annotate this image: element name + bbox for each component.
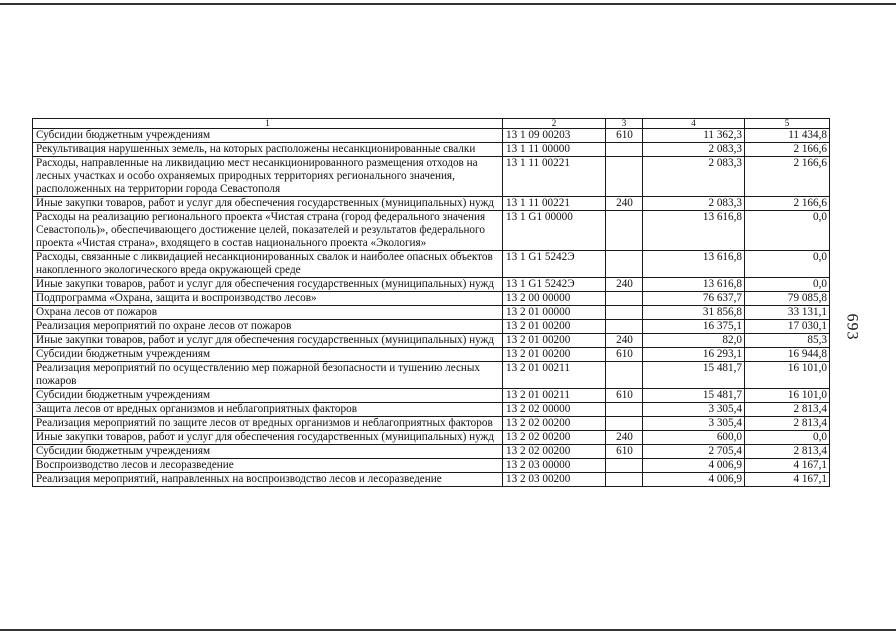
row-amount-col5-cell: 0,0 [745,278,830,292]
table-row [33,459,830,473]
table-row [33,157,830,197]
row-amount-col4-cell: 11 362,3 [643,129,745,143]
row-code-cell: 13 1 G1 00000 [503,211,606,251]
row-code-cell: 13 2 02 00200 [503,431,606,445]
row-type-cell [606,211,643,251]
row-name-cell: Реализация мероприятий, направленных на воспроизводство лесов и лесоразведение [33,473,503,487]
row-amount-col4-cell: 15 481,7 [643,362,745,389]
table-row [33,473,830,487]
row-name-cell: Воспроизводство лесов и лесоразведение [33,459,503,473]
budget-table [32,118,830,487]
row-amount-col4-cell: 16 293,1 [643,348,745,362]
row-code-cell: 13 2 01 00200 [503,348,606,362]
table-row [33,320,830,334]
row-name-cell: Защита лесов от вредных организмов и неблагоприятных факторов [33,403,503,417]
row-code-cell: 13 2 01 00200 [503,320,606,334]
table-row [33,445,830,459]
bottom-scan-border [0,629,896,631]
row-amount-col4-cell: 13 616,8 [643,251,745,278]
row-amount-col5-cell: 2 813,4 [745,445,830,459]
row-type-cell: 610 [606,445,643,459]
row-code-cell: 13 2 03 00000 [503,459,606,473]
row-amount-col4-cell: 82,0 [643,334,745,348]
row-type-cell [606,157,643,197]
table-row [33,431,830,445]
row-type-cell: 240 [606,278,643,292]
table-row [33,362,830,389]
page-number: 693 [843,313,861,341]
row-name-cell: Расходы, направленные на ликвидацию мест несанкционированного размещения отходов на лесных участках и особо охраняемых природных территориях регионального значения, расположенных на территории города Севастополя [33,157,503,197]
row-amount-col4-cell: 3 305,4 [643,417,745,431]
row-type-cell: 610 [606,389,643,403]
row-name-cell: Иные закупки товаров, работ и услуг для обеспечения государственных (муниципальных) нужд [33,431,503,445]
row-code-cell: 13 2 02 00000 [503,403,606,417]
table-row [33,251,830,278]
row-amount-col5-cell: 2 813,4 [745,403,830,417]
row-type-cell [606,417,643,431]
row-type-cell: 240 [606,197,643,211]
row-code-cell: 13 1 09 00203 [503,129,606,143]
row-name-cell: Субсидии бюджетным учреждениям [33,129,503,143]
row-type-cell [606,459,643,473]
row-amount-col5-cell: 33 131,1 [745,306,830,320]
row-code-cell: 13 2 01 00211 [503,389,606,403]
row-name-cell: Субсидии бюджетным учреждениям [33,445,503,459]
row-amount-col4-cell: 4 006,9 [643,473,745,487]
table-row [33,403,830,417]
row-name-cell: Реализация мероприятий по охране лесов от пожаров [33,320,503,334]
row-type-cell [606,143,643,157]
row-amount-col5-cell: 2 166,6 [745,143,830,157]
row-type-cell: 610 [606,129,643,143]
row-code-cell: 13 1 G1 5242Э [503,251,606,278]
table-row [33,417,830,431]
row-amount-col4-cell: 76 637,7 [643,292,745,306]
table-row [33,306,830,320]
top-scan-border [0,3,896,5]
row-name-cell: Охрана лесов от пожаров [33,306,503,320]
row-amount-col4-cell: 2 083,3 [643,197,745,211]
row-code-cell: 13 1 G1 5242Э [503,278,606,292]
row-amount-col5-cell: 17 030,1 [745,320,830,334]
row-name-cell: Подпрограмма «Охрана, защита и воспроизводство лесов» [33,292,503,306]
row-amount-col4-cell: 2 705,4 [643,445,745,459]
row-amount-col4-cell: 16 375,1 [643,320,745,334]
row-type-cell: 240 [606,334,643,348]
row-code-cell: 13 2 01 00211 [503,362,606,389]
row-code-cell: 13 1 11 00221 [503,197,606,211]
row-amount-col4-cell: 2 083,3 [643,157,745,197]
row-amount-col4-cell: 15 481,7 [643,389,745,403]
row-amount-col4-cell: 13 616,8 [643,211,745,251]
header-col-4: 4 [643,119,745,129]
row-amount-col5-cell: 2 813,4 [745,417,830,431]
row-code-cell: 13 2 03 00200 [503,473,606,487]
row-type-cell [606,292,643,306]
row-amount-col5-cell: 2 166,6 [745,157,830,197]
row-amount-col5-cell: 0,0 [745,431,830,445]
row-type-cell [606,306,643,320]
column-number-header [33,119,830,129]
row-type-cell [606,251,643,278]
row-name-cell: Иные закупки товаров, работ и услуг для обеспечения государственных (муниципальных) нужд [33,278,503,292]
row-name-cell: Реализация мероприятий по осуществлению мер пожарной безопасности и тушению лесных пожаров [33,362,503,389]
row-code-cell: 13 2 02 00200 [503,445,606,459]
row-amount-col5-cell: 79 085,8 [745,292,830,306]
header-col-3: 3 [606,119,643,129]
row-amount-col5-cell: 16 944,8 [745,348,830,362]
row-amount-col4-cell: 31 856,8 [643,306,745,320]
table-row [33,278,830,292]
row-amount-col5-cell: 0,0 [745,211,830,251]
row-code-cell: 13 1 11 00000 [503,143,606,157]
row-type-cell: 610 [606,348,643,362]
row-type-cell [606,362,643,389]
table-row [33,389,830,403]
row-code-cell: 13 2 02 00200 [503,417,606,431]
header-col-2: 2 [503,119,606,129]
table-row [33,348,830,362]
row-type-cell [606,320,643,334]
row-amount-col5-cell: 4 167,1 [745,473,830,487]
row-amount-col4-cell: 4 006,9 [643,459,745,473]
row-name-cell: Расходы на реализацию регионального проекта «Чистая страна (город федерального значения Севастополь)», обеспечивающего достижение целей, показателей и результатов федерального проекта «Чистая страна», входящего в состав национального проекта «Экология» [33,211,503,251]
row-name-cell: Иные закупки товаров, работ и услуг для обеспечения государственных (муниципальных) нужд [33,197,503,211]
table-row [33,129,830,143]
table-row [33,292,830,306]
row-code-cell: 13 2 01 00200 [503,334,606,348]
row-code-cell: 13 2 00 00000 [503,292,606,306]
table-row [33,197,830,211]
row-name-cell: Иные закупки товаров, работ и услуг для обеспечения государственных (муниципальных) нужд [33,334,503,348]
row-amount-col5-cell: 4 167,1 [745,459,830,473]
table-row [33,334,830,348]
row-name-cell: Рекультивация нарушенных земель, на которых расположены несанкционированные свалки [33,143,503,157]
row-type-cell [606,473,643,487]
row-amount-col4-cell: 3 305,4 [643,403,745,417]
row-amount-col4-cell: 2 083,3 [643,143,745,157]
row-code-cell: 13 1 11 00221 [503,157,606,197]
row-code-cell: 13 2 01 00000 [503,306,606,320]
header-col-1: 1 [33,119,503,129]
row-name-cell: Субсидии бюджетным учреждениям [33,348,503,362]
row-name-cell: Субсидии бюджетным учреждениям [33,389,503,403]
row-name-cell: Расходы, связанные с ликвидацией несанкционированных свалок и наиболее опасных объектов накопленного экологического вреда окружающей среде [33,251,503,278]
row-amount-col5-cell: 11 434,8 [745,129,830,143]
row-name-cell: Реализация мероприятий по защите лесов от вредных организмов и неблагоприятных факторов [33,417,503,431]
row-amount-col4-cell: 13 616,8 [643,278,745,292]
row-type-cell: 240 [606,431,643,445]
row-amount-col5-cell: 85,3 [745,334,830,348]
row-amount-col5-cell: 16 101,0 [745,362,830,389]
row-amount-col5-cell: 0,0 [745,251,830,278]
table-row [33,211,830,251]
row-amount-col5-cell: 2 166,6 [745,197,830,211]
table-row [33,143,830,157]
row-amount-col5-cell: 16 101,0 [745,389,830,403]
row-amount-col4-cell: 600,0 [643,431,745,445]
row-type-cell [606,403,643,417]
header-col-5: 5 [745,119,830,129]
